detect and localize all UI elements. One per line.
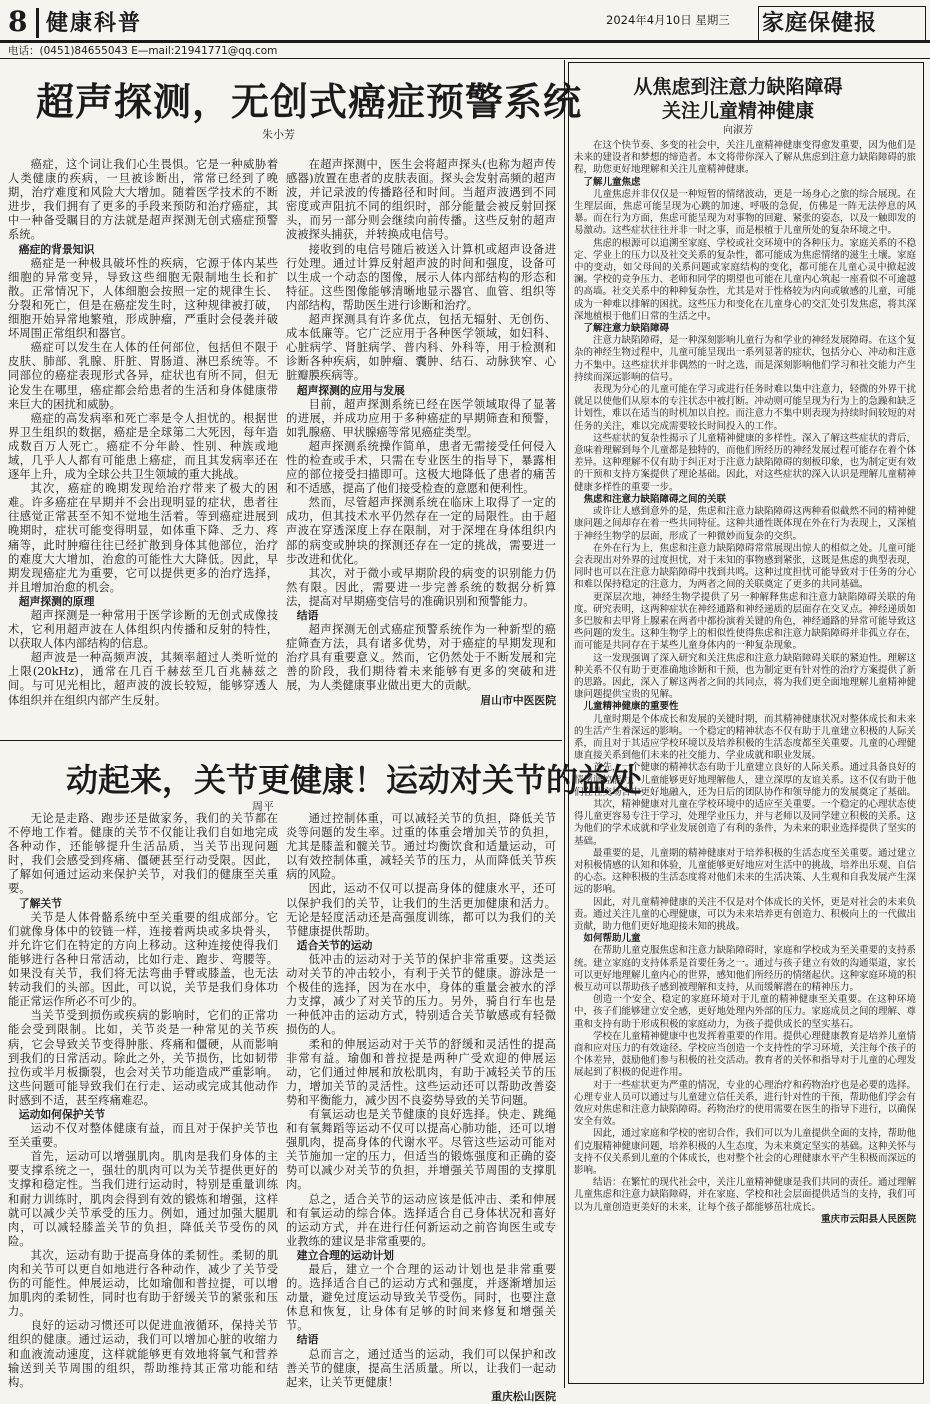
- article2-author: 周平: [252, 800, 274, 813]
- subheading: 了解注意力缺陷障碍: [583, 323, 670, 335]
- paragraph: 在超声探测中，医生会将超声探头(也称为超声传感器)放置在患者的皮肤表面。探头会发射高频的超声波，并记录波的传播路径和时间。当超声波遇到不同密度或声阻抗不同的组织时，部分能量会被反射回探头，而另一部分则会继续向前传播。这些反射的超声波被探头捕获，并转换成电信号。: [286, 158, 556, 242]
- paragraph: 结语：在繁忙的现代社会中，关注儿童精神健康是我们共同的责任。通过理解儿童焦虑和注意力缺陷障碍，并在家庭、学校和社会层面提供适当的支持，我们可以为儿童创造更美好的未来，让每个孩子都能够茁壮成长。: [574, 1177, 917, 1213]
- paragraph: 因此，通过家庭和学校的密切合作，我们可以为儿童提供全面的支持，帮助他们克服精神健康问题，培养积极的人生态度，为未来奠定坚实的基础。这种关怀与支持不仅关系到儿童的个体成长，也对整个社会的心理健康水平产生积极而深远的影响。: [574, 1128, 917, 1177]
- contact-rule: [0, 58, 930, 59]
- paragraph: 良好的运动习惯还可以促进血液循环，保持关节组织的健康。通过运动，我们可以增加心脏的收缩力和血液流动速度，这样就能够更有效地将氧气和营养输送到关节周围的组织，帮助维持其正常功能和结构。: [8, 1319, 278, 1389]
- subheading: 运动如何保护关节: [18, 1107, 106, 1121]
- article2-column-2: [286, 812, 556, 1403]
- paragraph: 因此，对儿童精神健康的关注不仅是对个体成长的关怀，更是对社会的未来负责。通过关注儿童的心理健康，可以为未来培养更有创造力、积极向上的一代做出贡献，助力他们更好地迎接未知的挑战。: [574, 896, 917, 932]
- section-name: 健康科普: [46, 10, 143, 36]
- header-rule: [0, 40, 930, 43]
- paragraph: 对于一些症状更为严重的情况，专业的心理治疗和药物治疗也是必要的选择。心理专业人员可以通过与儿童建立信任关系，进行针对性的干预，帮助他们学会有效应对焦虑和注意力缺陷障碍。药物治疗的使用需要在医生的指导下进行，以确保安全有效。: [574, 1079, 917, 1128]
- paragraph: 超声探测具有许多优点，包括无辐射、无创伤、成本低廉等。它广泛应用于各种医学领域，如妇科、心脏病学、肾脏病学、普内科、外科等，用于检测和诊断各种疾病，如肿瘤、囊肿、结石、动脉狭窄、心脏瓣膜疾病等。: [286, 313, 556, 383]
- paragraph: 最后，建立一个合理的运动计划也是非常重要的。选择适合自己的运动方式和强度，并逐渐增加运动量，避免过度运动导致关节受伤。同时，也要注意休息和恢复，让身体有足够的时间来修复和增强关节。: [286, 1263, 556, 1333]
- paragraph: 柔和的伸展运动对于关节的舒缓和灵活性的提高非常有益。瑜伽和普拉提是两种广受欢迎的伸展运动，它们通过伸展和放松肌肉，有助于减轻关节的压力，增加关节的灵活性。这些运动还可以帮助改善姿势和平衡能力，减少因不良姿势导致的关节问题。: [286, 1037, 556, 1107]
- subheading: 适合关节的运动: [296, 938, 373, 952]
- paragraph: 总而言之，通过适当的运动，我们可以保护和改善关节的健康，提高生活质量。所以，让我们一起动起来，让关节更健康！: [286, 1347, 556, 1389]
- page-number: 8: [8, 5, 28, 38]
- paragraph: 注意力缺陷障碍，是一种深刻影响儿童行为和学业的神经发展障碍。在这个复杂的神经生物过程中，儿童可能呈现出一系列显著的症状，包括分心、冲动和注意力不集中。这些症状并非偶然的一时之选，而是深刻影响他们学习和社交能力产生持续而深远影响的信号。: [574, 335, 917, 383]
- subheading: 了解儿童焦虑: [583, 176, 641, 188]
- paragraph: 超声探测系统操作简单，患者无需接受任何侵入性的检查或手术，只需在专业医生的指导下，暴露相应的部位接受扫描即可。这极大地降低了患者的痛苦和不适感，提高了他们接受检查的意愿和便利性。: [286, 439, 556, 496]
- article1-column-2: [286, 158, 556, 736]
- article2-title: 动起来，关节更健康！运动对关节的益处: [66, 761, 643, 799]
- subheading: 超声探测的应用与发展: [296, 383, 405, 397]
- contact-line: 电话：(0451)84655043 E—mail:21941771@qq.com: [8, 45, 278, 57]
- paragraph: 癌症，这个词让我们心生畏惧。它是一种威胁着人类健康的疾病，一旦被诊断出，常常已经到了晚期，治疗难度和风险大大增加。随着医学技术的不断进步，我们拥有了更多的手段来预防和治疗癌症，其中一种备受瞩目的方法就是超声探测无创式癌症预警系统。: [8, 158, 278, 242]
- paragraph: 这些症状的复杂性揭示了儿童精神健康的多样性。深入了解这些症状的背后，意味着理解到每个儿童都是独特的，而他们所经历的神经发展过程可能存在着个体差异。这种理解不仅有助于纠正对于注意力缺陷障碍的刻板印象，也为制定更有效的干预和支持方案提供了理论基础。因此，对这些症状的深入认识是理解儿童精神健康多样性的重要一步。: [574, 432, 917, 493]
- paragraph: 更深层次地，神经生物学提供了另一种解释焦虑和注意力缺陷障碍关联的角度。研究表明，这两种症状在神经通路和神经递质的层面存在交叉点。神经递质如多巴胺和去甲肾上腺素在两者中都扮演着关键的角色，神经通路的异常可能导致这些问题的发生。这种生物学上的相似性使得焦虑和注意力缺陷障碍并非孤立存在，而可能是共同存在于某些儿童身体内的一种复杂现象。: [574, 591, 917, 652]
- header-bar: [36, 8, 39, 38]
- subheading: 了解关节: [18, 896, 62, 910]
- paragraph: 因此，运动不仅可以提高身体的健康水平，还可以保护我们的关节，让我们的生活更加健康和活力。无论是轻度活动还是高强度训练，都可以为我们的关节健康提供帮助。: [286, 882, 556, 938]
- subheading: 结语: [296, 1333, 319, 1347]
- paragraph: 低冲击的运动对于关节的保护非常重要。这类运动对关节的冲击较小，有利于关节的健康。游泳是一个极佳的选择，因为在水中，身体的重量会被水的浮力支撑，减少了对关节的压力。另外，骑自行车也是一种低冲击的运动方式，特别适合关节敏感或有轻微损伤的人。: [286, 952, 556, 1037]
- paragraph: 目前，超声探测系统已经在医学领域取得了显著的进展，并成功应用于多种癌症的早期筛查和预警，如乳腺癌、甲状腺癌等常见癌症类型。: [286, 397, 556, 439]
- paragraph: 创造一个安全、稳定的家庭环境对于儿童的精神健康至关重要。在这种环境中，孩子们能够建立安全感，更好地处理内外部的压力。家庭成员之间的理解、尊重和支持有助于形成积极的家庭动力，为孩子提供成长的坚实基石。: [574, 994, 917, 1030]
- article3-column: [574, 140, 916, 1378]
- paragraph: 癌症的高发病率和死亡率是令人担忧的。根据世界卫生组织的数据，癌症是全球第二大死因，每年造成数百万人死亡。癌症不分年龄、性别、种族或地域，几乎人人都有可能患上癌症，而且其发病率还在逐年上升，成为全球公共卫生领域的重大挑战。: [8, 411, 278, 482]
- paragraph: 表现为分心的儿童可能在学习或进行任务时难以集中注意力，轻微的外界干扰就足以使他们从原本的专注状态中被打断。冲动则可能呈现为行为上的急躁和缺乏计划性，难以在适当的时机加以自控。而注意力不集中则表现为持续时间较短的对任务的关注，难以完成需要较长时间投入的工作。: [574, 384, 917, 432]
- paragraph: 有氧运动也是关节健康的良好选择。快走、跳绳和有氧舞蹈等运动不仅可以提高心肺功能，还可以增强肌肉，提高身体的代谢水平。尽管这些运动可能对关节施加一定的压力，但适当的锻炼强度和正确的姿势可以减少对关节的负担，并增强关节周围的支撑肌肉。: [286, 1107, 556, 1192]
- subheading: 如何帮助儿童: [583, 933, 641, 945]
- paragraph: 首先，运动可以增强肌肉。肌肉是我们身体的主要支撑系统之一，强壮的肌肉可以为关节提供更好的支撑和稳定性。当我们进行运动时，特别是重量训练和耐力训练时，肌肉会得到有效的锻炼和增强，这样就可以减少关节承受的压力。例如，通过加强大腿肌肉，可以减轻膝盖关节的负担，降低关节受伤的风险。: [8, 1150, 278, 1248]
- article1-column-1: [8, 158, 278, 736]
- column-separator: [564, 60, 565, 1388]
- paragraph: 首先，一个健康的精神状态有助于儿童建立良好的人际关系。通过具备良好的情绪调控能力，儿童能够更好地理解他人，建立深厚的友谊关系。这不仅有助于他们在社交场合中更好地融入，还为日后的团队协作和领导能力的发展奠定了基础。: [574, 762, 917, 798]
- paragraph: 其次，精神健康对儿童在学校环境中的适应至关重要。一个稳定的心理状态使得儿童更容易专注于学习，处理学业压力，并与老师以及同学建立积极的关系。这为他们的学术成就和学业发展创造了有利的条件，为未来的职业选择提供了坚实的基础。: [574, 798, 917, 847]
- issue-date: 2024年4月10日 星期三: [606, 13, 730, 27]
- paragraph: 其次，运动有助于提高身体的柔韧性。柔韧的肌肉和关节可以更自如地进行各种动作，减少了关节受伤的可能性。伸展运动，比如瑜伽和普拉提，可以增加肌肉的柔韧性，同时也有助于舒缓关节的紧张和压力。: [8, 1248, 278, 1319]
- paragraph: 无论是走路、跑步还是做家务，我们的关节都在不停地工作着。健康的关节不仅能让我们自如地完成各种动作，还能够提升生活品质，当关节出现问题时，我们会感受到疼痛、僵硬甚至行动受限。因此，了解如何通过运动来保护关节，对我们的健康至关重要。: [8, 812, 278, 896]
- paragraph: 或许让人感到意外的是，焦虑和注意力缺陷障碍这两种看似截然不同的精神健康问题之间却存在着一些共同特征。这种共通性既体现在外在行为表现上，又深植于神经生物学的层面，形成了一种微妙而复杂的交织。: [574, 506, 917, 542]
- paragraph: 在外在行为上，焦虑和注意力缺陷障碍常常展现出惊人的相似之处。儿童可能会表现出对外界的过度担忧，对于未知的事物感到紧张，这既是焦虑的典型表现，同时也可以在注意力缺陷障碍中找到共鸣。这种过度担忧可能导致对于任务的分心和难以保持稳定的注意力，为两者之间的关联奠定了更多的共同基础。: [574, 542, 917, 591]
- affiliation: 重庆松山医院: [491, 1389, 556, 1403]
- paragraph: 学校在儿童精神健康中也发挥着重要的作用。提供心理健康教育是培养儿童情商和应对压力的有效途径。学校应当创造一个支持性的学习环境，关注每个孩子的个体差异，鼓励他们参与积极的社交活动。教育者的关怀和指导对于儿童的心理发展起到了积极的促进作用。: [574, 1030, 917, 1079]
- paragraph: 然而，尽管超声探测系统在临床上取得了一定的成功，但其技术水平仍然存在一定的局限性。由于超声波在穿透深度上存在限制，对于深埋在身体组织内部的病变或肿块的探测还存在一定的挑战，需要进一步改进和优化。: [286, 496, 556, 566]
- paragraph: 癌症可以发生在人体的任何部位，包括但不限于皮肤、肺部、乳腺、肝脏、胃肠道、淋巴系统等。不同部位的癌症表现形式各异，症状也有所不同，但无论发生在哪里，癌症都会给患者的生活和身体健康带来巨大的困扰和威胁。: [8, 341, 278, 411]
- affiliation: 眉山市中医医院: [480, 693, 556, 707]
- subheading: 癌症的背景知识: [18, 242, 95, 256]
- article1-title: 超声探测，无创式癌症预警系统: [36, 79, 583, 124]
- subheading: 儿童精神健康的重要性: [583, 701, 679, 713]
- paragraph: 在帮助儿童克服焦虑和注意力缺陷障碍时，家庭和学校成为至关重要的支持系统。建立家庭的支持体系是首要任务之一。通过与孩子建立有效的沟通渠道，家长可以更好地理解儿童内心的世界，感知他们所经历的情绪起伏。这种家庭环境的积极互动可以帮助孩子感到被理解和支持，从而缓解潜在的精神压力。: [574, 945, 917, 994]
- paragraph: 运动不仅对整体健康有益，而且对于保护关节也至关重要。: [8, 1122, 278, 1150]
- subheading: 超声探测的原理: [18, 594, 95, 608]
- brand-name: 家庭保健报: [762, 10, 878, 36]
- article2-column-1: [8, 812, 278, 1389]
- paragraph: 癌症是一种极具破坏性的疾病，它源于体内某些细胞的异常变异，导致这些细胞无限制地生长和扩散。正常情况下，人体细胞会按照一定的规律生长、分裂和死亡，但是在癌症发生时，这种规律被打破，细胞开始异常地繁殖，形成肿瘤，严重时会侵袭并破坏周围正常组织和器官。: [8, 256, 278, 341]
- paragraph: 接收到的电信号随后被送入计算机或超声设备进行处理。通过计算反射超声波的时间和强度，设备可以生成一个动态的图像，展示人体内部结构的形态和特征。这些图像能够清晰地显示器官、血管、组织等内部结构，帮助医生进行诊断和治疗。: [286, 242, 556, 312]
- paragraph: 儿童时期是个体成长和发展的关键时期，而其精神健康状况对整体成长和未来的生活产生着深远的影响。一个稳定的精神状态不仅有助于儿童建立积极的人际关系，而且对于其适应学校环境以及培养积极的生活态度都至关重要。儿童的心理健康直接关系到他们未来的社交能力、学业成就和职业发展。: [574, 713, 917, 762]
- article1-author: 朱小芳: [262, 128, 295, 141]
- paragraph: 超声探测无创式癌症预警系统作为一种新型的癌症筛查方法，具有诸多优势，对于癌症的早期发现和治疗具有重要意义。然而，它仍然处于不断发展和完善的阶段，我们期待着未来能够有更多的突破和进展，为人类健康事业做出更大的贡献。: [286, 623, 556, 693]
- paragraph: 这一发现强调了深入研究和关注焦虑和注意力缺陷障碍关联的紧迫性。理解这种关系不仅有助于更准确地诊断和干预，也为制定更有针对性的治疗方案提供了新的思路。因此，深入了解这两者之间的共同点，将为我们更全面地理解儿童精神健康问题提供宝贵的见解。: [574, 652, 917, 701]
- article3-title-line2: 关注儿童精神健康: [661, 100, 814, 122]
- subheading: 结语: [296, 609, 319, 622]
- article3-title-line1: 从焦虑到注意力缺陷障碍: [633, 76, 843, 98]
- subheading: 焦虑和注意力缺陷障碍之间的关联: [583, 493, 727, 505]
- paragraph: 焦虑的根源可以追溯至家庭、学校或社交环境中的各种压力。家庭关系的不稳定、学业上的压力以及社交关系的复杂性，都可能成为焦虑情绪的滋生土壤。家庭中的变动，如父母间的关系问题或家庭结构的变化，都可能在儿童心灵中掀起波澜。学校的竞争压力、老师和同学的期望也可能在儿童内心筑起一座看似不可逾越的高墙。社交关系中的种种复杂性，尤其是对于性格较为内向或敏感的儿童，可能成为一种难以排解的困扰。这些压力和变化在儿童身心的交汇处引发焦虑，将其深深地植根于他们日常的生活之中。: [574, 237, 917, 322]
- affiliation: 重庆市云阳县人民医院: [820, 1213, 916, 1225]
- paragraph: 其次，癌症的晚期发现给治疗带来了极大的困难。许多癌症在早期并不会出现明显的症状，患者往往感觉正常甚至不知不觉地生活着。等到癌症进展到晚期时，症状可能变得明显，如体重下降、乏力、疼痛等，此时肿瘤往往已经扩散到身体其他部位，治疗的难度大大增加，治愈的可能性大大降低。因此，早期发现癌症尤为重要，它可以提供更多的治疗选择，并且增加治愈的机会。: [8, 482, 278, 594]
- paragraph: 关节是人体骨骼系统中至关重要的组成部分。它们就像身体中的铰链一样，连接着两块或多块骨头，并允许它们在特定的方向上移动。这种连接使得我们能够进行各种日常活动，比如行走、跑步、弯腰等。如果没有关节，我们将无法弯曲手臂或膝盖，也无法转动我们的头部。因此，可以说，关节是我们身体功能正常运作所必不可少的。: [8, 910, 278, 1009]
- paragraph: 总之，适合关节的运动应该是低冲击、柔和伸展和有氧运动的综合体。选择适合自己身体状况和喜好的运动方式，并在进行任何新运动之前咨询医生或专业教练的建议是非常重要的。: [286, 1192, 556, 1248]
- subheading: 建立合理的运动计划: [296, 1248, 394, 1262]
- paragraph: 在这个快节奏、多变的社会中，关注儿童精神健康变得愈发重要，因为他们是未来的建设者和梦想的缔造者。本文将带你深入了解从焦虑到注意力缺陷障碍的旅程，助您更好地理解和关注儿童精神健康。: [574, 140, 917, 176]
- paragraph: 最重要的是，儿童期的精神健康对于培养积极的生活态度至关重要。通过建立对积极情感的认知和体验，儿童能够更好地应对生活中的挑战，培养出乐观、自信的心态。这种积极的生活态度将对他们未来的生活决策、人生观和自我发展产生深远的影响。: [574, 847, 917, 896]
- paragraph: 其次，对于微小或早期阶段的病变的识别能力仍然有限。因此，需要进一步完善系统的数据分析算法，提高对早期癌变信号的准确识别和预警能力。: [286, 566, 556, 608]
- article3-author: 向淑芳: [723, 125, 753, 136]
- paragraph: 儿童焦虑并非仅仅是一种短暂的情绪波动，更是一场身心之旅的综合展现。在生理层面，焦虑可能呈现为心跳的加速、呼吸的急促，仿佛是一阵无法停息的风暴。而在行为方面，焦虑可能呈现为对事物的回避、紧张的姿态，以及一触即发的易激动。这些症状往往并非一时之事，而是根植于儿童所处的复杂环境之中。: [574, 188, 917, 237]
- paragraph: 通过控制体重，可以减轻关节的负担，降低关节炎等问题的发生率。过重的体重会增加关节的负担，尤其是膝盖和髋关节。通过均衡饮食和适量运动，可以有效控制体重，减轻关节的压力，从而降低关节疾病的风险。: [286, 812, 556, 882]
- article-separator: [0, 740, 562, 741]
- paragraph: 超声波是一种高频声波，其频率超过人类听觉的上限(20kHz)，通常在几百千赫兹至几百兆赫兹之间。与可见光相比，超声波的波长较短，能够穿透人体组织并在组织内部产生反射。: [8, 651, 278, 707]
- paragraph: 当关节受到损伤或疾病的影响时，它们的正常功能会受到限制。比如，关节炎是一种常见的关节疾病，它会导致关节变得肿胀、疼痛和僵硬，从而影响到我们的日常活动。除此之外，关节损伤，比如韧带拉伤或半月板撕裂，也会对关节功能造成严重影响。这些问题可能导致我们在行走、运动或完成其他动作时感到不适，甚至疼痛难忍。: [8, 1009, 278, 1107]
- paragraph: 超声探测是一种常用于医学诊断的无创式成像技术，它利用超声波在人体组织内传播和反射的特性，以获取人体内部结构的信息。: [8, 609, 278, 651]
